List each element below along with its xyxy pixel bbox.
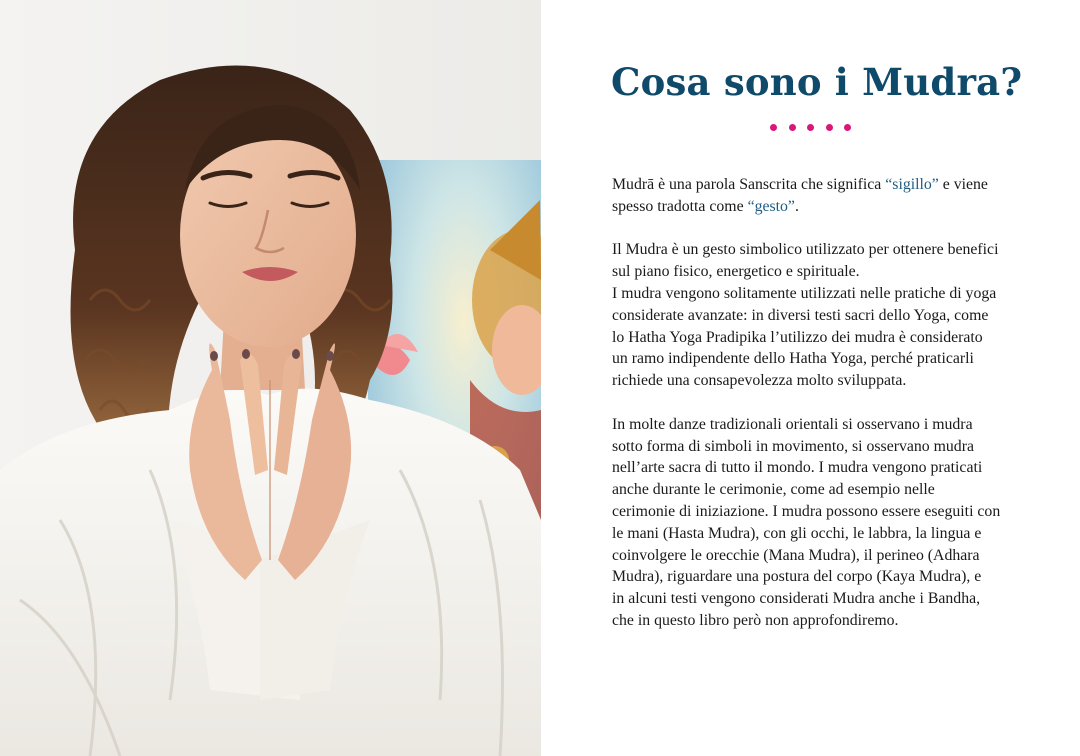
text-line: spesso tradotta come “gesto”. (612, 197, 799, 215)
paragraph-benefits (612, 239, 1032, 392)
text-page (541, 0, 1080, 756)
text-line: Mudrā è una parola Sanscrita che significa “sigillo” e viene (612, 176, 988, 193)
text-line: che in questo libro però non approfondiremo. (612, 611, 899, 629)
text-line: anche durante le cerimonie, come ad esempio nelle (612, 481, 935, 499)
decorative-dots (770, 124, 851, 136)
text-line: Il Mudra è un gesto simbolico utilizzato per ottenere benefici (612, 241, 999, 259)
text-line: nell’arte sacra di tutto il mondo. I mudra vengono praticati (612, 459, 983, 477)
body-text (612, 174, 1032, 654)
text-line: I mudra vengono solitamente utilizzati nelle pratiche di yoga (612, 284, 997, 302)
dot-icon (770, 124, 777, 131)
text-line: In molte danze tradizionali orientali si osservano i mudra (612, 415, 973, 433)
term-sigillo: “sigillo” (885, 176, 939, 193)
text-line: cerimonie di iniziazione. I mudra possono essere eseguiti con (612, 502, 1001, 520)
text-line: Mudra), riguardare una postura del corpo (Kaya Mudra), e (612, 568, 982, 586)
text-line: un ramo indipendente dello Hatha Yoga, perché praticarli (612, 350, 974, 368)
dot-icon (844, 124, 851, 131)
text-line: lo Hatha Yoga Pradipika l’utilizzo dei mudra è considerato (612, 328, 983, 346)
text-line: richiede una consapevolezza molto sviluppata. (612, 372, 907, 390)
page-title: Cosa sono i Mudra? (611, 60, 1023, 104)
dot-icon (826, 124, 833, 131)
paragraph-traditions (612, 414, 1032, 632)
term-gesto: “gesto” (747, 197, 795, 215)
text-line: coinvolgere le orecchie (Mana Mudra), il perineo (Adhara (612, 546, 980, 564)
text-line: in alcuni testi vengono considerati Mudra anche i Bandha, (612, 590, 981, 608)
dot-icon (789, 124, 796, 131)
dot-icon (807, 124, 814, 131)
paragraph-definition (612, 174, 1032, 218)
text-line: considerate avanzate: in diversi testi sacri dello Yoga, come (612, 306, 989, 324)
text-line: le mani (Hasta Mudra), con gli occhi, le labbra, la lingua e (612, 524, 982, 542)
text-line: sotto forma di simboli in movimento, si osservano mudra (612, 437, 974, 455)
text-line: sul piano fisico, energetico e spirituale. (612, 263, 860, 281)
